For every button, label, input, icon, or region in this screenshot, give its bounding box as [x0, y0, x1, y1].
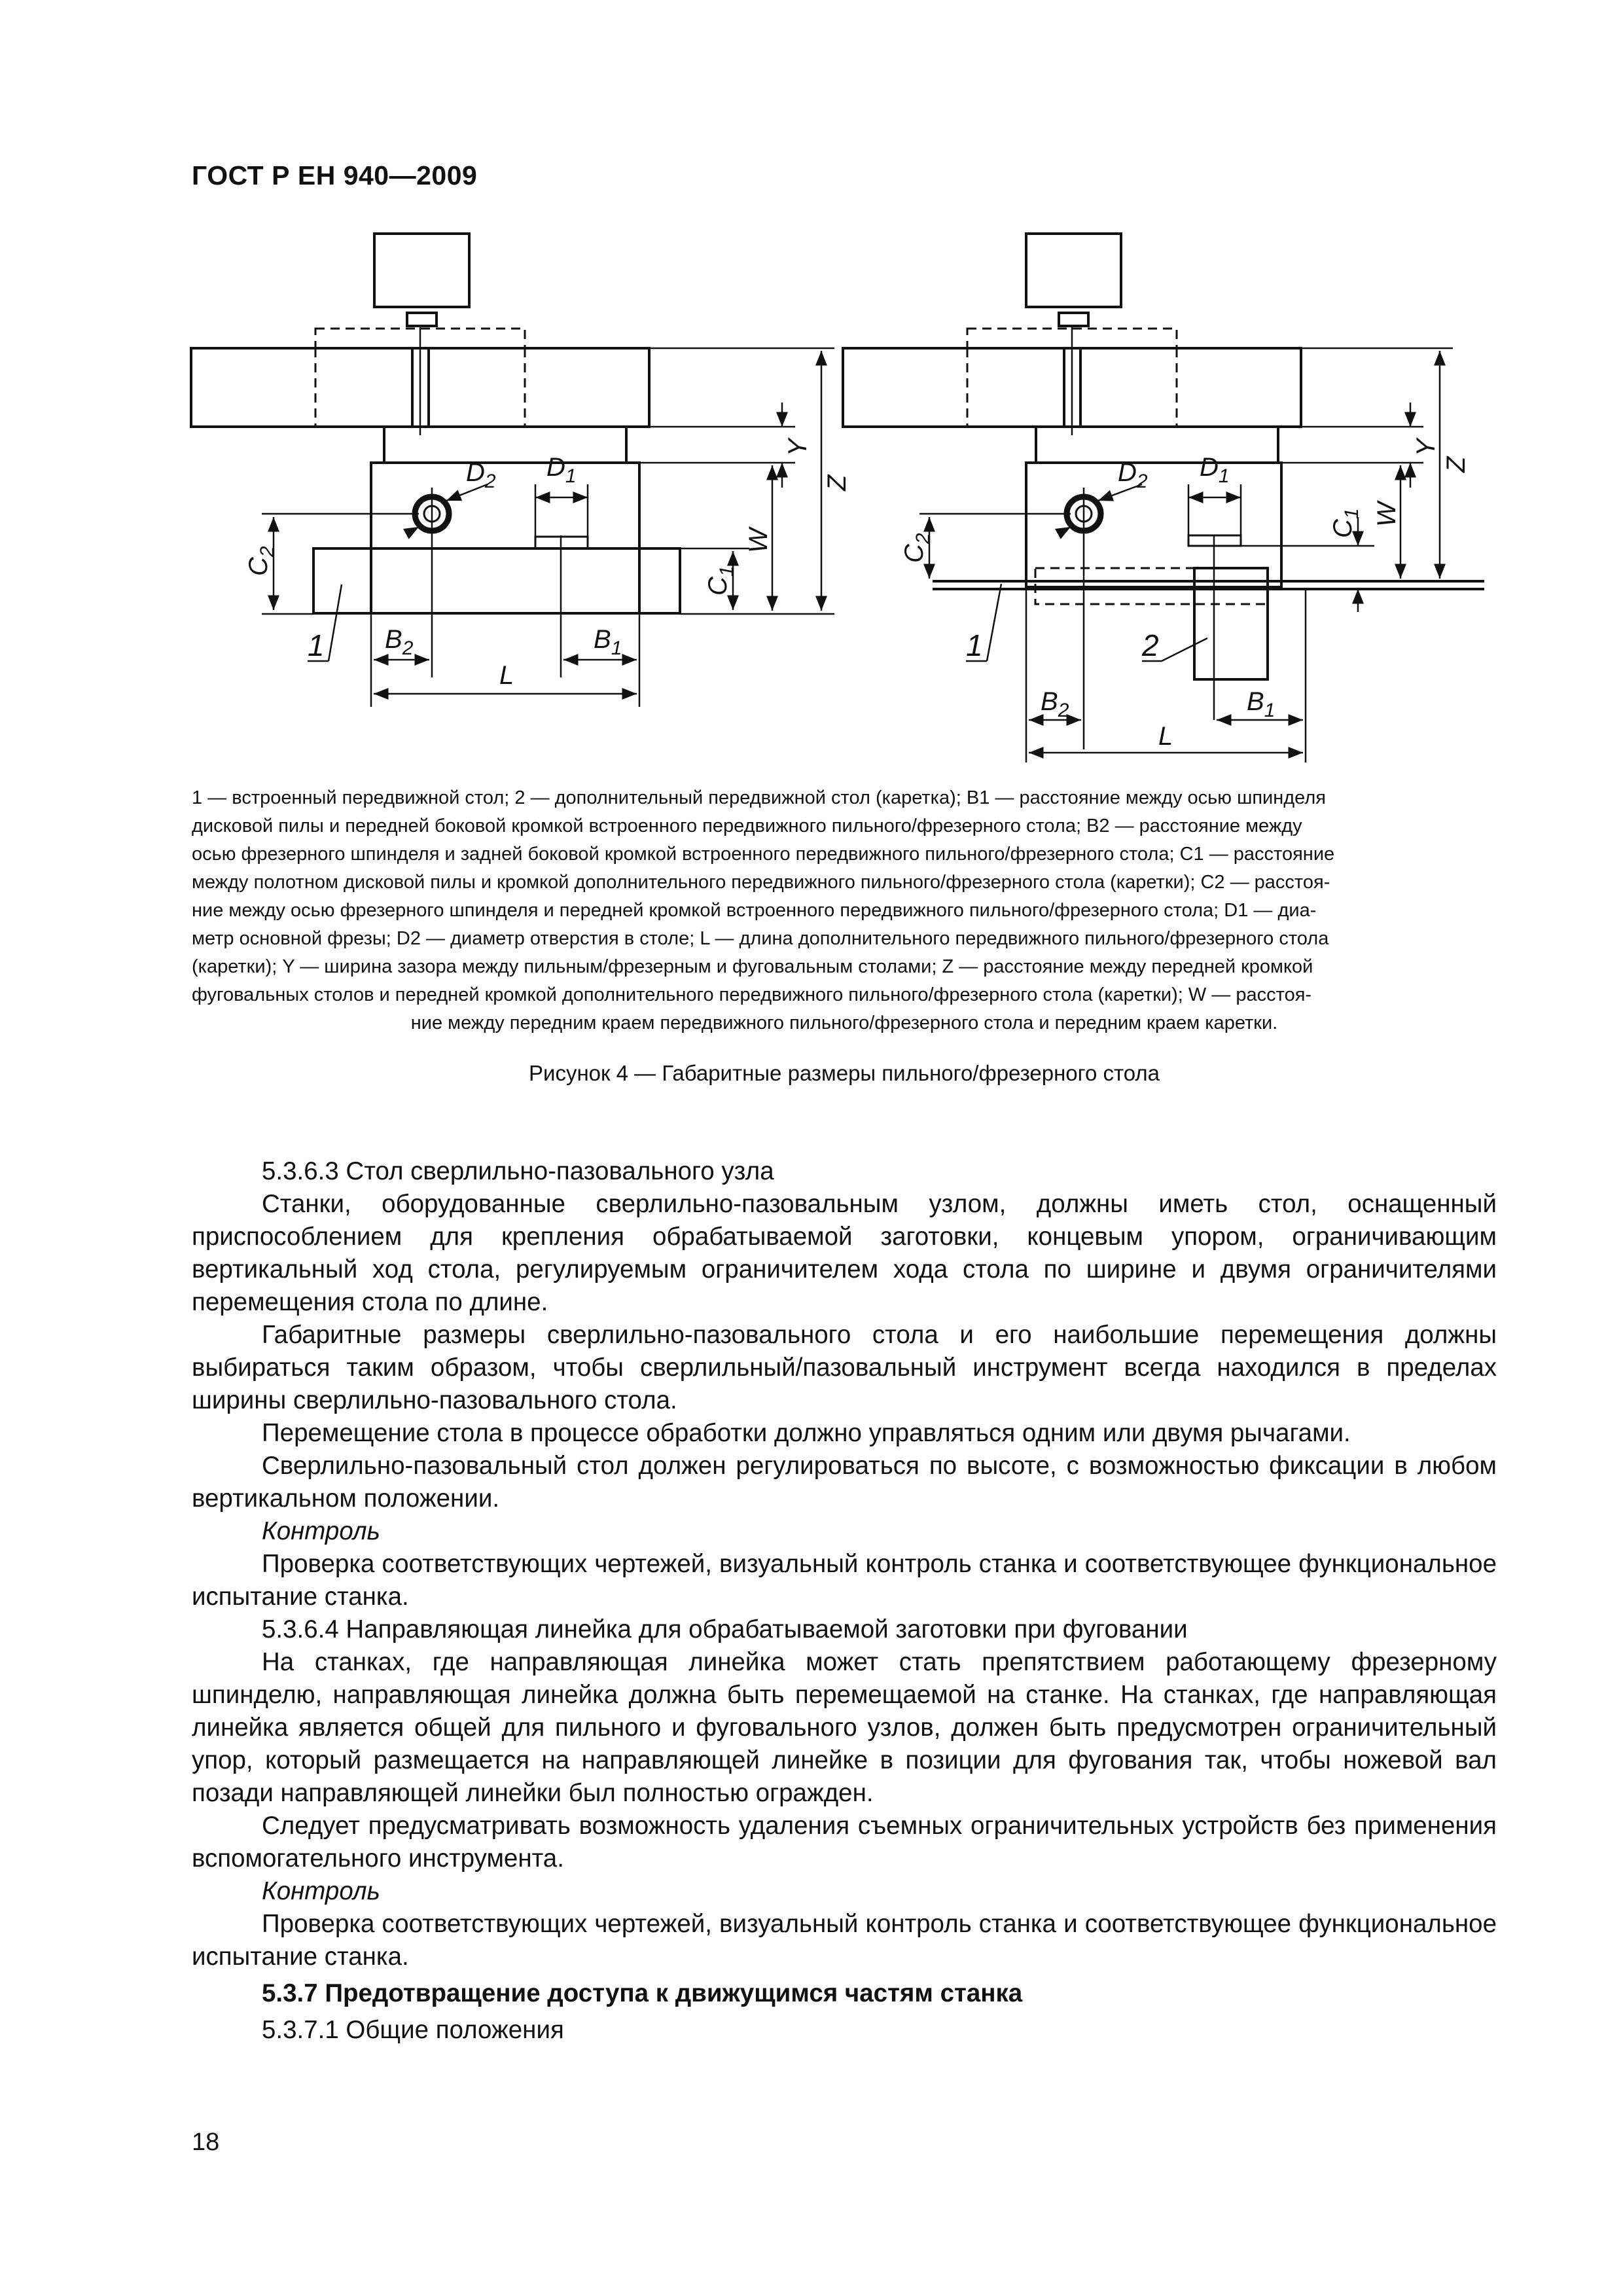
- figure-caption: Рисунок 4 — Габаритные размеры пильного/фрезерного стола: [529, 1061, 1160, 1085]
- control-label: Контроль: [262, 1517, 380, 1545]
- paragraph: Сверлильно-пазовальный стол должен регулироваться по высоте, с возможностью фиксации в любом вертикальном положении.: [192, 1452, 1497, 1513]
- section-heading-bold: 5.3.7 Предотвращение доступа к движущимся частям станка: [262, 1979, 1023, 2007]
- legend-line: осью фрезерного шпинделя и задней боковой кромкой встроенного передвижного пильного/фрезерного стола; C1 — расстояние: [192, 844, 1335, 865]
- label-B1-right: $B_1$: [1247, 687, 1275, 721]
- label-D2-right: $D_2$: [1118, 458, 1148, 492]
- label-D1-left: $D_1$: [546, 453, 577, 487]
- label-C1-right: $C_1$: [1329, 508, 1363, 538]
- paragraph: Проверка соответствующих чертежей, визуальный контроль станка и соответствующее функциональное испытание станка.: [192, 1550, 1497, 1611]
- motor-box-right: [1026, 234, 1121, 307]
- legend-line: ние между осью фрезерного шпинделя и передней кромкой встроенного передвижного пильного/фрезерного стола; D1 — диа-: [192, 900, 1317, 921]
- sliding-table-left: [313, 548, 680, 613]
- paragraph: Перемещение стола в процессе обработки должно управляться одним или двумя рычагами.: [262, 1419, 1351, 1447]
- legend-line: дисковой пилы и передней боковой кромкой встроенного передвижного пильного/фрезерного стола; B2 — расстояние между: [192, 816, 1302, 836]
- label-Y-left: Y: [783, 439, 812, 456]
- label-C2-right: $C_2$: [900, 533, 934, 563]
- label-B1-left: $B_1$: [594, 625, 622, 659]
- label-C2-left: $C_2$: [244, 546, 278, 576]
- label-B2-left: $B_2$: [385, 625, 414, 659]
- legend-line: ние между передним краем передвижного пильного/фрезерного стола и передним краем каретки.: [410, 1013, 1278, 1033]
- label-L-left: L: [499, 661, 514, 690]
- legend-line: между полотном дисковой пилы и кромкой дополнительного передвижного пильного/фрезерного стола (каретки); C2 — расстоя-: [192, 872, 1330, 893]
- legend-line: 1 — встроенный передвижной стол; 2 — дополнительный передвижной стол (каретка); B1 — расстояние между осью шпинделя: [192, 787, 1326, 808]
- section-heading: 5.3.7.1 Общие положения: [262, 2016, 564, 2044]
- paragraph: Следует предусматривать возможность удаления съемных ограничительных устройств без применения вспомогательного инструмента.: [192, 1812, 1497, 1873]
- label-D1-right: $D_1$: [1200, 453, 1230, 487]
- legend-line: фуговальных столов и передней кромкой дополнительного передвижного пильного/фрезерного стола (каретки); W — расстоя-: [192, 984, 1312, 1005]
- paragraph: На станках, где направляющая линейка может стать препятствием работающему фрезерному шпинделю, направляющая линейка должна быть перемещаемой на станке. На станках, где направляющая линейка является общей для пильного и фуговального узлов, должен быть предусмотрен ограничительный упор, который размещается на направляющей линейке в позиции для фугования так, чтобы ножевой вал позади направляющей линейки был полностью огражден.: [192, 1648, 1497, 1807]
- figure-4-diagram: [183, 223, 1486, 785]
- label-1-right: 1: [966, 628, 983, 662]
- section-heading: 5.3.6.4 Направляющая линейка для обрабатываемой заготовки при фуговании: [262, 1615, 1188, 1643]
- body-text: [192, 1155, 1497, 2047]
- label-D2-left: $D_2$: [466, 458, 496, 492]
- section-heading: 5.3.6.3 Стол сверлильно-пазовального узла: [262, 1157, 774, 1185]
- label-2-right: 2: [1142, 628, 1159, 662]
- paragraph: Проверка соответствующих чертежей, визуальный контроль станка и соответствующее функциональное испытание станка.: [192, 1910, 1497, 1971]
- label-Z-left: Z: [823, 475, 851, 491]
- document-header: ГОСТ Р ЕН 940—2009: [192, 160, 478, 190]
- label-W-left: W: [744, 528, 773, 553]
- page-number: 18: [192, 2128, 220, 2156]
- control-label: Контроль: [262, 1877, 380, 1905]
- paragraph: Габаритные размеры сверлильно-пазовального стола и его наибольшие перемещения должны выбираться таким образом, чтобы сверлильный/пазовальный инструмент всегда находился в пределах ширины сверлильно-пазовального стола.: [192, 1321, 1497, 1414]
- label-Y-right: Y: [1412, 439, 1440, 456]
- spindle-nut-left: [407, 313, 437, 326]
- legend-line: (каретки); Y — ширина зазора между пильным/фрезерным и фуговальным столами; Z — расстояние между передней кромкой: [192, 956, 1313, 977]
- label-1-left: 1: [308, 628, 325, 662]
- paragraph: Станки, оборудованные сверлильно-пазовальным узлом, должны иметь стол, оснащенный приспособлением для крепления обрабатываемой заготовки, концевым упором, ограничивающим вертикальный ход стола, регулируемым ограничителем хода стола по ширине и двумя ограничителями перемещения стола по длине.: [192, 1190, 1497, 1316]
- label-W-right: W: [1372, 502, 1401, 527]
- label-B2-right: $B_2$: [1041, 687, 1069, 721]
- carriage-right: [1194, 568, 1268, 679]
- label-L-right: L: [1158, 722, 1173, 751]
- label-Z-right: Z: [1442, 456, 1471, 473]
- motor-box-left: [374, 234, 469, 307]
- label-C1-left: $C_1$: [704, 565, 738, 596]
- legend-line: метр основной фрезы; D2 — диаметр отверстия в столе; L — длина дополнительного передвижного пильного/фрезерного стола: [192, 928, 1329, 949]
- figure-legend: [192, 784, 1497, 1037]
